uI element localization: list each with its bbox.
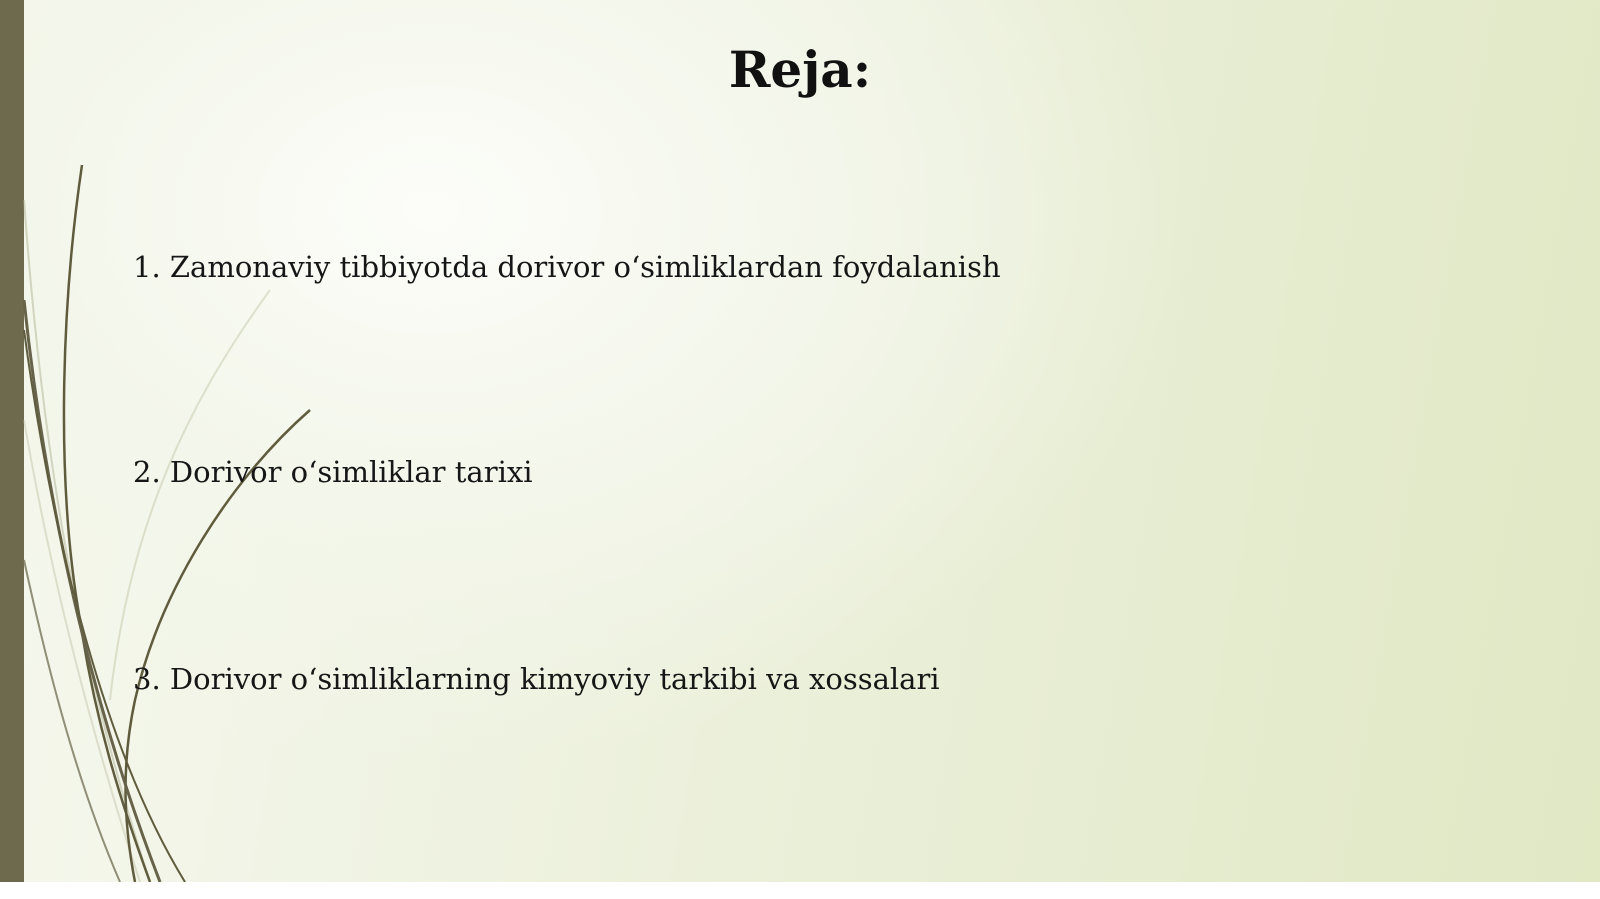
grass-blades-icon [0,0,320,882]
plan-item-2: 2. Dorivor o‘simliklar tarixi [133,455,533,489]
bottom-strip [0,882,1600,899]
plan-item-1: 1. Zamonaviy tibbiyotda dorivor o‘simliklardan foydalanish [133,250,1001,284]
plan-item-3: 3. Dorivor o‘simliklarning kimyoviy tarkibi va xossalari [133,662,940,696]
slide-title: Reja: [728,40,872,99]
